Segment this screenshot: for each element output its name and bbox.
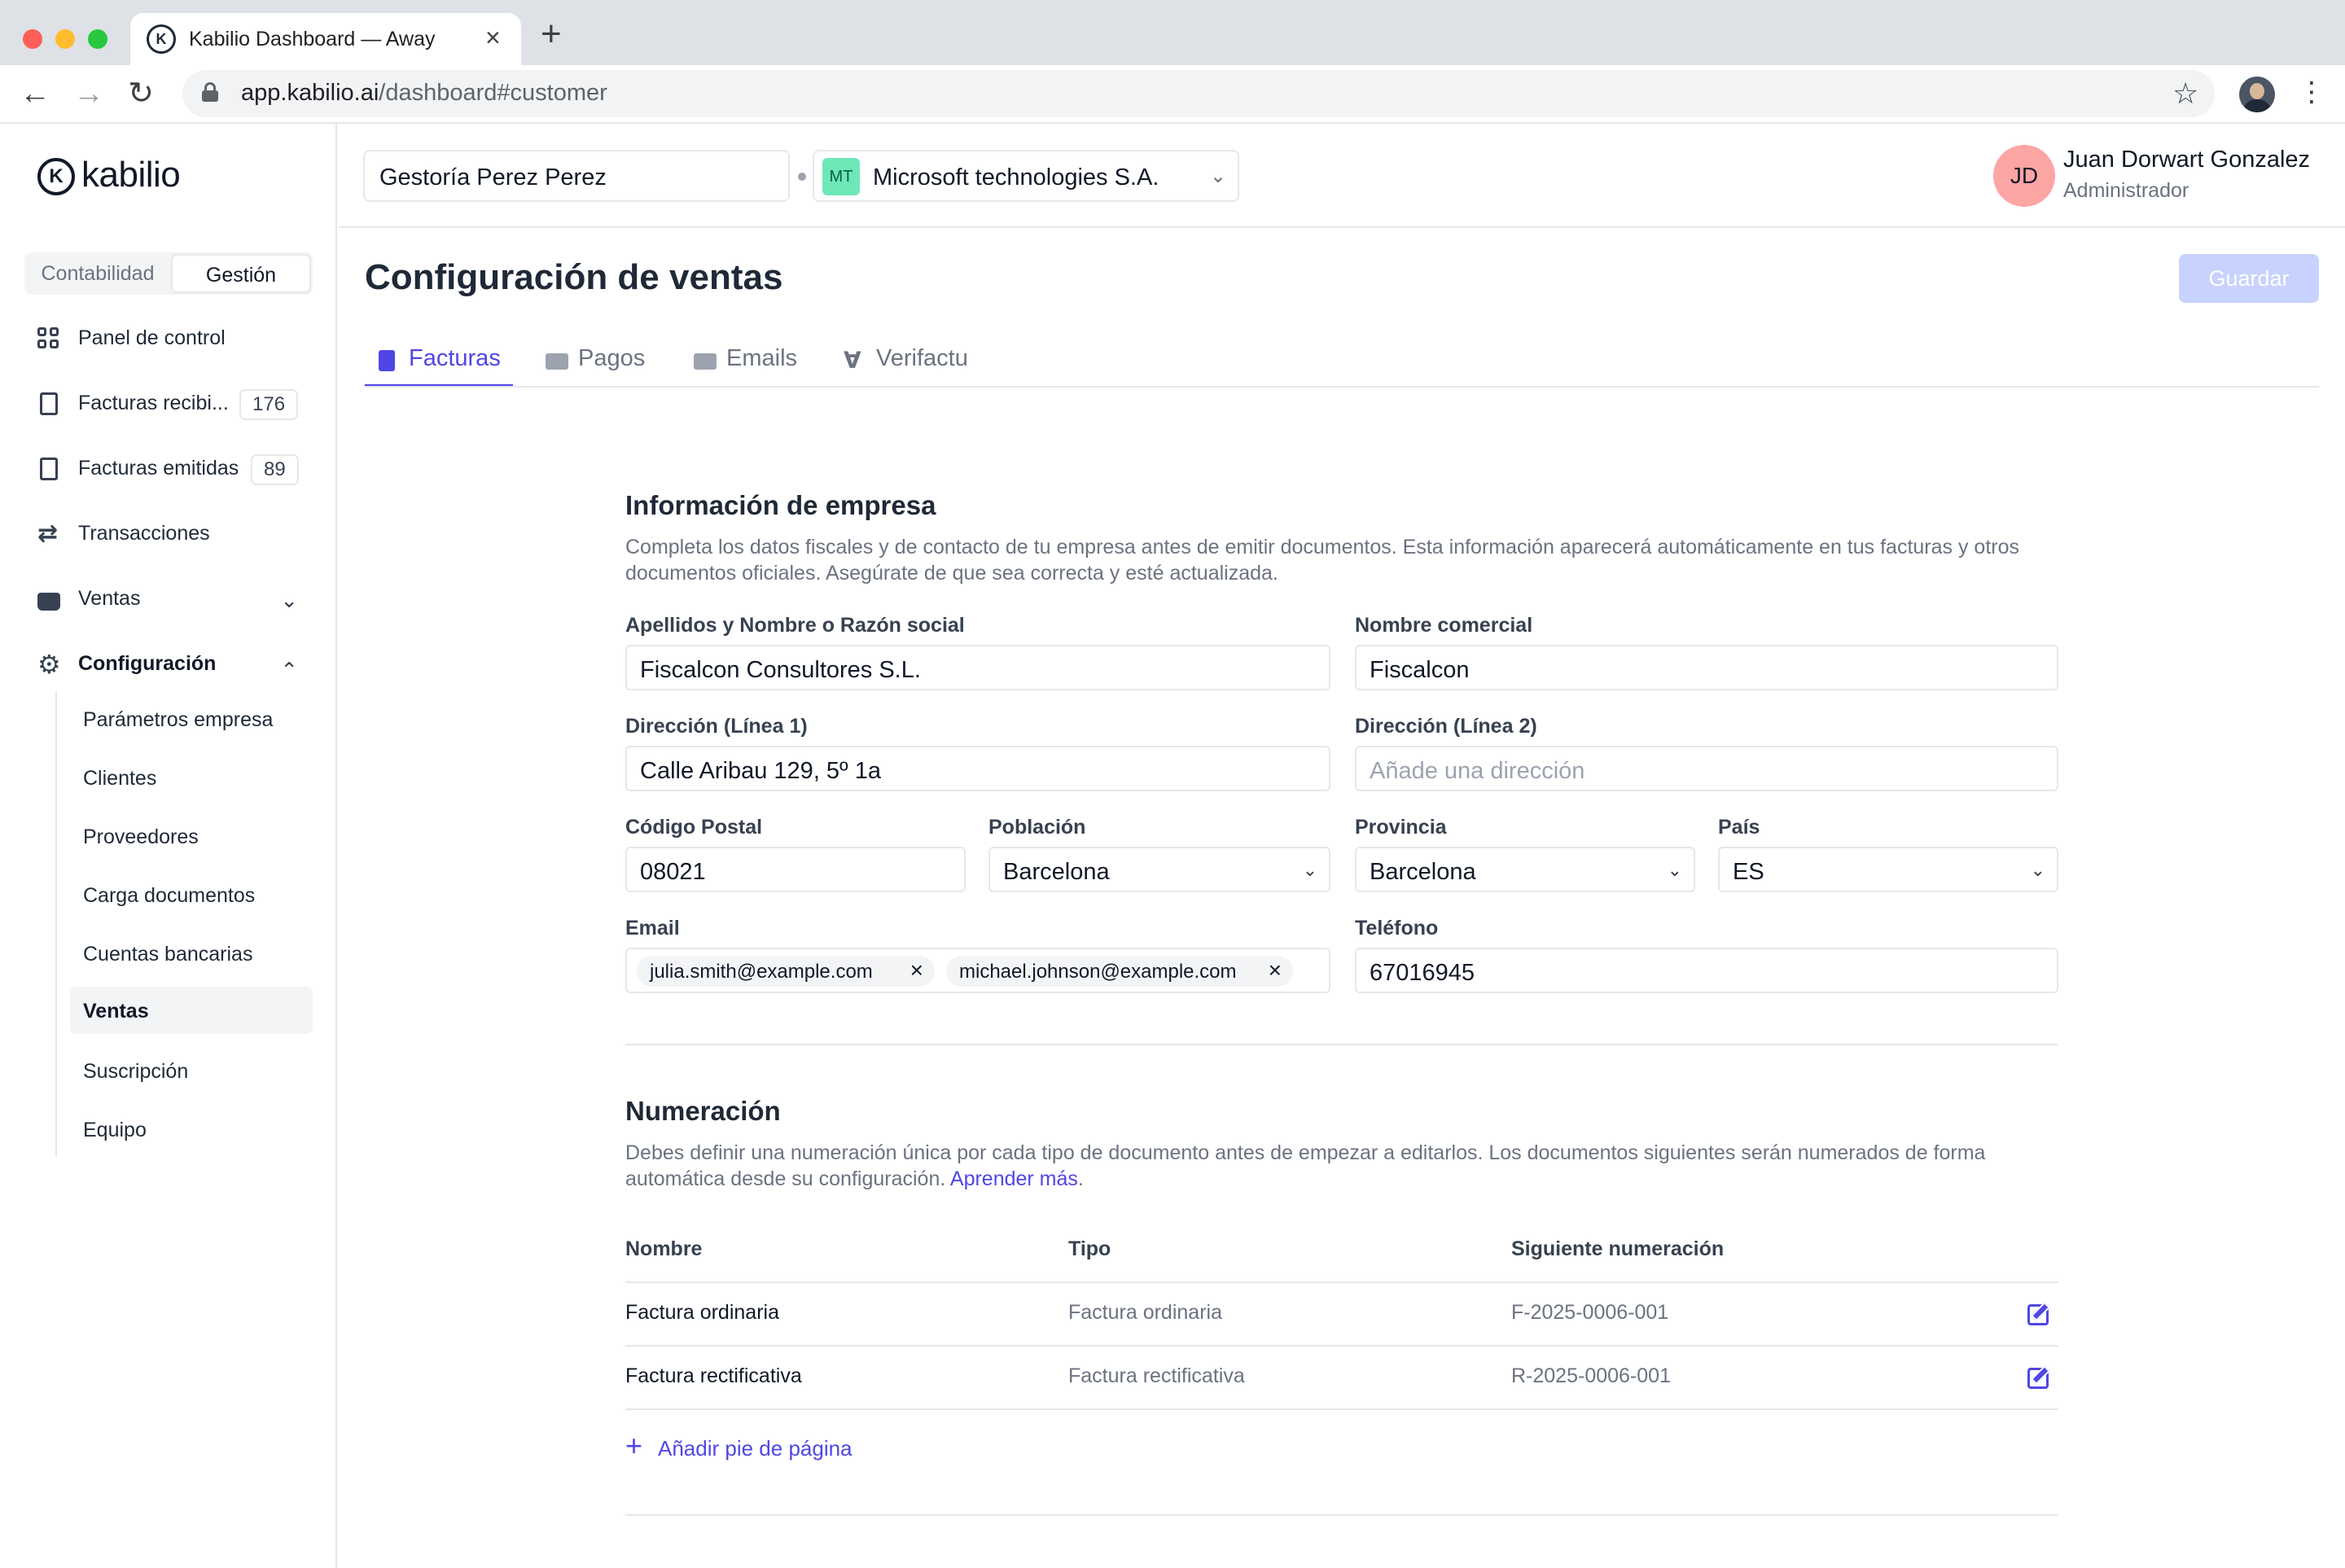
phone-label: Teléfono — [1355, 917, 1439, 939]
mode-gestion[interactable]: Gestión — [171, 254, 311, 293]
user-avatar[interactable]: JD — [1993, 145, 2055, 207]
column-header-siguiente: Siguiente numeración — [1511, 1237, 1725, 1260]
email-tag — [637, 956, 935, 987]
city-select[interactable] — [988, 847, 1330, 892]
address1-input[interactable] — [625, 746, 1330, 791]
row-name: Factura ordinaria — [625, 1301, 779, 1324]
window-zoom-button[interactable] — [88, 29, 107, 49]
legal-name-label: Apellidos y Nombre o Razón social — [625, 614, 965, 637]
edit-icon[interactable] — [2027, 1368, 2049, 1389]
firm-name: Gestoría Perez Perez — [379, 164, 607, 191]
postal-code-value: 08021 — [640, 859, 706, 885]
row-type: Factura rectificativa — [1068, 1364, 1245, 1387]
profile-avatar[interactable] — [2239, 77, 2275, 112]
address1-value: Calle Aribau 129, 5º 1a — [640, 758, 881, 784]
trade-name-label: Nombre comercial — [1355, 614, 1533, 637]
postal-code-input[interactable] — [625, 847, 966, 892]
legal-name-input[interactable] — [625, 645, 1330, 690]
phone-value: 67016945 — [1370, 960, 1475, 986]
chevron-down-icon: ⌄ — [1209, 165, 1226, 187]
config-item-ventas[interactable] — [70, 987, 313, 1034]
app-header — [339, 124, 2345, 228]
address2-placeholder: Añade una dirección — [1370, 758, 1585, 784]
firm-selector[interactable] — [363, 150, 790, 202]
lock-icon — [202, 82, 218, 102]
legal-name-value: Fiscalcon Consultores S.L. — [640, 657, 921, 683]
forward-icon[interactable]: → — [73, 77, 104, 111]
user-name[interactable]: Juan Dorwart Gonzalez — [2063, 147, 2311, 173]
config-item-suscripcion[interactable] — [70, 1047, 313, 1094]
browser-tabstrip — [0, 0, 2345, 65]
province-select[interactable] — [1355, 847, 1695, 892]
email-tag — [946, 956, 1293, 987]
config-item-label: Ventas — [83, 1000, 149, 1023]
config-item-proveedores[interactable] — [70, 812, 313, 860]
table-row-divider — [625, 1345, 2058, 1347]
grid-icon — [37, 327, 60, 350]
sidebar-item-facturas-emitidas[interactable] — [24, 445, 313, 493]
sidebar-item-label: Ventas — [78, 587, 141, 610]
tab-facturas[interactable] — [365, 337, 513, 388]
config-item-label: Suscripción — [83, 1060, 189, 1083]
company-initials-chip: MT — [822, 158, 860, 195]
gear-icon: ⚙ — [37, 650, 61, 679]
email-label: Email — [625, 917, 680, 939]
document-icon — [379, 350, 395, 371]
trade-name-input[interactable] — [1355, 645, 2058, 690]
mode-contabilidad[interactable]: Contabilidad — [41, 262, 155, 285]
reload-icon[interactable]: ↻ — [128, 77, 154, 111]
separator-dot — [798, 173, 806, 181]
sidebar-item-panel-de-control[interactable] — [24, 314, 313, 363]
email-tags-input[interactable] — [625, 948, 1330, 993]
company-selector[interactable] — [813, 150, 1239, 202]
numbering-description: Debes definir una numeración única por cada tipo de documento antes de empezar a editarlos. Los documentos siguientes serán numerados de forma automática desde su configuración. Aprender más. — [625, 1141, 1986, 1190]
trade-name-value: Fiscalcon — [1370, 657, 1470, 683]
verifactu-icon: ∀ — [844, 348, 861, 373]
sidebar — [0, 124, 337, 1568]
mail-icon — [694, 353, 717, 370]
address2-label: Dirección (Línea 2) — [1355, 715, 1537, 738]
edit-icon[interactable] — [2027, 1304, 2049, 1325]
tab-label: Emails — [726, 345, 798, 371]
chevron-down-icon: ⌄ — [280, 588, 298, 612]
chevron-down-icon: ⌄ — [1667, 860, 1682, 880]
sidebar-item-label: Configuración — [78, 652, 217, 675]
credit-card-icon — [546, 353, 568, 370]
tab-pagos[interactable] — [534, 337, 664, 388]
config-item-cuentas-bancarias[interactable] — [70, 930, 313, 977]
company-info-description: Completa los datos fiscales y de contacto de tu empresa antes de emitir documentos. Esta información aparecerá automáticamente en tus facturas y otros documentos oficiales. Asegúrate de que sea correcta y esté actualizada. — [625, 536, 2019, 585]
arrows-exchange-icon: ⇄ — [37, 520, 59, 547]
config-item-parametros-empresa[interactable] — [70, 695, 313, 742]
count-badge: 176 — [239, 389, 298, 420]
config-item-label: Parámetros empresa — [83, 708, 274, 731]
browser-tab-title: Kabilio Dashboard — Away — [189, 28, 436, 50]
row-next-number: R-2025-0006-001 — [1511, 1364, 1671, 1387]
browser-tab[interactable] — [130, 13, 521, 65]
submenu-guide-line — [55, 692, 57, 1156]
tab-label: Facturas — [409, 345, 501, 371]
remove-tag-icon[interactable]: × — [910, 957, 923, 983]
table-row-divider — [625, 1408, 2058, 1410]
tab-label: Pagos — [578, 345, 646, 371]
count-badge: 89 — [251, 454, 299, 485]
learn-more-link[interactable]: Aprender más — [949, 1167, 1078, 1190]
sidebar-item-label: Panel de control — [78, 326, 226, 349]
config-item-clientes[interactable] — [70, 754, 313, 801]
section-divider — [625, 1044, 2058, 1045]
save-button[interactable]: Guardar — [2179, 254, 2319, 303]
config-item-label: Proveedores — [83, 826, 199, 848]
sidebar-item-label: Transacciones — [78, 522, 210, 545]
window-close-button[interactable] — [23, 29, 42, 49]
sidebar-item-label: Facturas emitidas — [78, 457, 239, 480]
sidebar-item-transacciones[interactable] — [24, 510, 313, 558]
chevron-down-icon: ⌄ — [1302, 860, 1317, 880]
document-download-icon — [40, 392, 58, 415]
province-value: Barcelona — [1370, 859, 1476, 885]
country-label: País — [1718, 816, 1760, 839]
kabilio-favicon-icon: K — [147, 24, 176, 54]
company-info-title: Información de empresa — [625, 490, 936, 520]
add-footer-label: Añadir pie de página — [658, 1436, 853, 1461]
config-item-label: Carga documentos — [83, 884, 256, 907]
table-header-divider — [625, 1281, 2058, 1283]
column-header-nombre: Nombre — [625, 1237, 703, 1260]
company-name: Microsoft technologies S.A. — [873, 164, 1159, 191]
remove-tag-icon[interactable]: × — [1268, 957, 1282, 983]
city-label: Población — [988, 816, 1086, 839]
document-upload-icon — [40, 458, 58, 480]
country-value: ES — [1733, 859, 1764, 885]
row-next-number: F-2025-0006-001 — [1511, 1301, 1669, 1324]
row-name: Factura rectificativa — [625, 1364, 802, 1387]
address-bar[interactable] — [182, 70, 2215, 117]
new-tab-icon[interactable]: + — [541, 14, 562, 54]
section-divider — [625, 1514, 2058, 1516]
phone-input[interactable] — [1355, 948, 2058, 993]
close-tab-icon[interactable]: × — [485, 23, 501, 52]
email-tag-text: michael.johnson@example.com — [959, 961, 1237, 983]
sidebar-item-facturas-recibidas[interactable] — [24, 379, 313, 428]
user-role: Administrador — [2063, 179, 2189, 202]
config-item-equipo[interactable] — [70, 1106, 313, 1153]
tab-label: Verifactu — [876, 345, 968, 371]
sidebar-item-label: Facturas recibi... — [78, 392, 229, 414]
config-item-label: Cuentas bancarias — [83, 943, 253, 966]
sidebar-item-ventas[interactable] — [24, 575, 313, 624]
plus-icon: + — [625, 1429, 643, 1462]
address2-input[interactable] — [1355, 746, 2058, 791]
postal-code-label: Código Postal — [625, 816, 763, 839]
tab-verifactu[interactable] — [832, 337, 995, 388]
country-select[interactable] — [1718, 847, 2058, 892]
browser-toolbar — [0, 65, 2345, 124]
kabilio-logo-icon: K — [37, 158, 75, 195]
chevron-up-icon: ⌃ — [280, 658, 298, 682]
url-text: app.kabilio.ai/dashboard#customer — [241, 80, 607, 106]
brand-name: kabilio — [81, 155, 181, 195]
city-value: Barcelona — [1003, 859, 1110, 885]
numbering-title: Numeración — [625, 1096, 781, 1126]
star-icon[interactable]: ☆ — [2172, 77, 2199, 110]
sidebar-item-configuracion[interactable] — [24, 640, 313, 689]
chevron-down-icon: ⌄ — [2030, 860, 2045, 880]
row-type: Factura ordinaria — [1068, 1301, 1222, 1324]
tabs-divider — [365, 386, 2319, 388]
back-icon[interactable]: ← — [20, 77, 50, 111]
email-tag-text: julia.smith@example.com — [650, 961, 873, 983]
config-item-label: Clientes — [83, 767, 157, 790]
config-item-label: Equipo — [83, 1119, 147, 1141]
column-header-tipo: Tipo — [1068, 1237, 1111, 1260]
address1-label: Dirección (Línea 1) — [625, 715, 808, 738]
mode-switcher — [24, 252, 313, 295]
window-minimize-button[interactable] — [55, 29, 75, 49]
province-label: Provincia — [1355, 816, 1447, 839]
shopping-bag-icon — [37, 593, 60, 611]
page-title: Configuración de ventas — [365, 257, 783, 297]
more-icon[interactable]: ⋮ — [2298, 77, 2325, 107]
config-item-carga-documentos[interactable] — [70, 871, 313, 918]
tab-emails[interactable] — [682, 337, 821, 388]
